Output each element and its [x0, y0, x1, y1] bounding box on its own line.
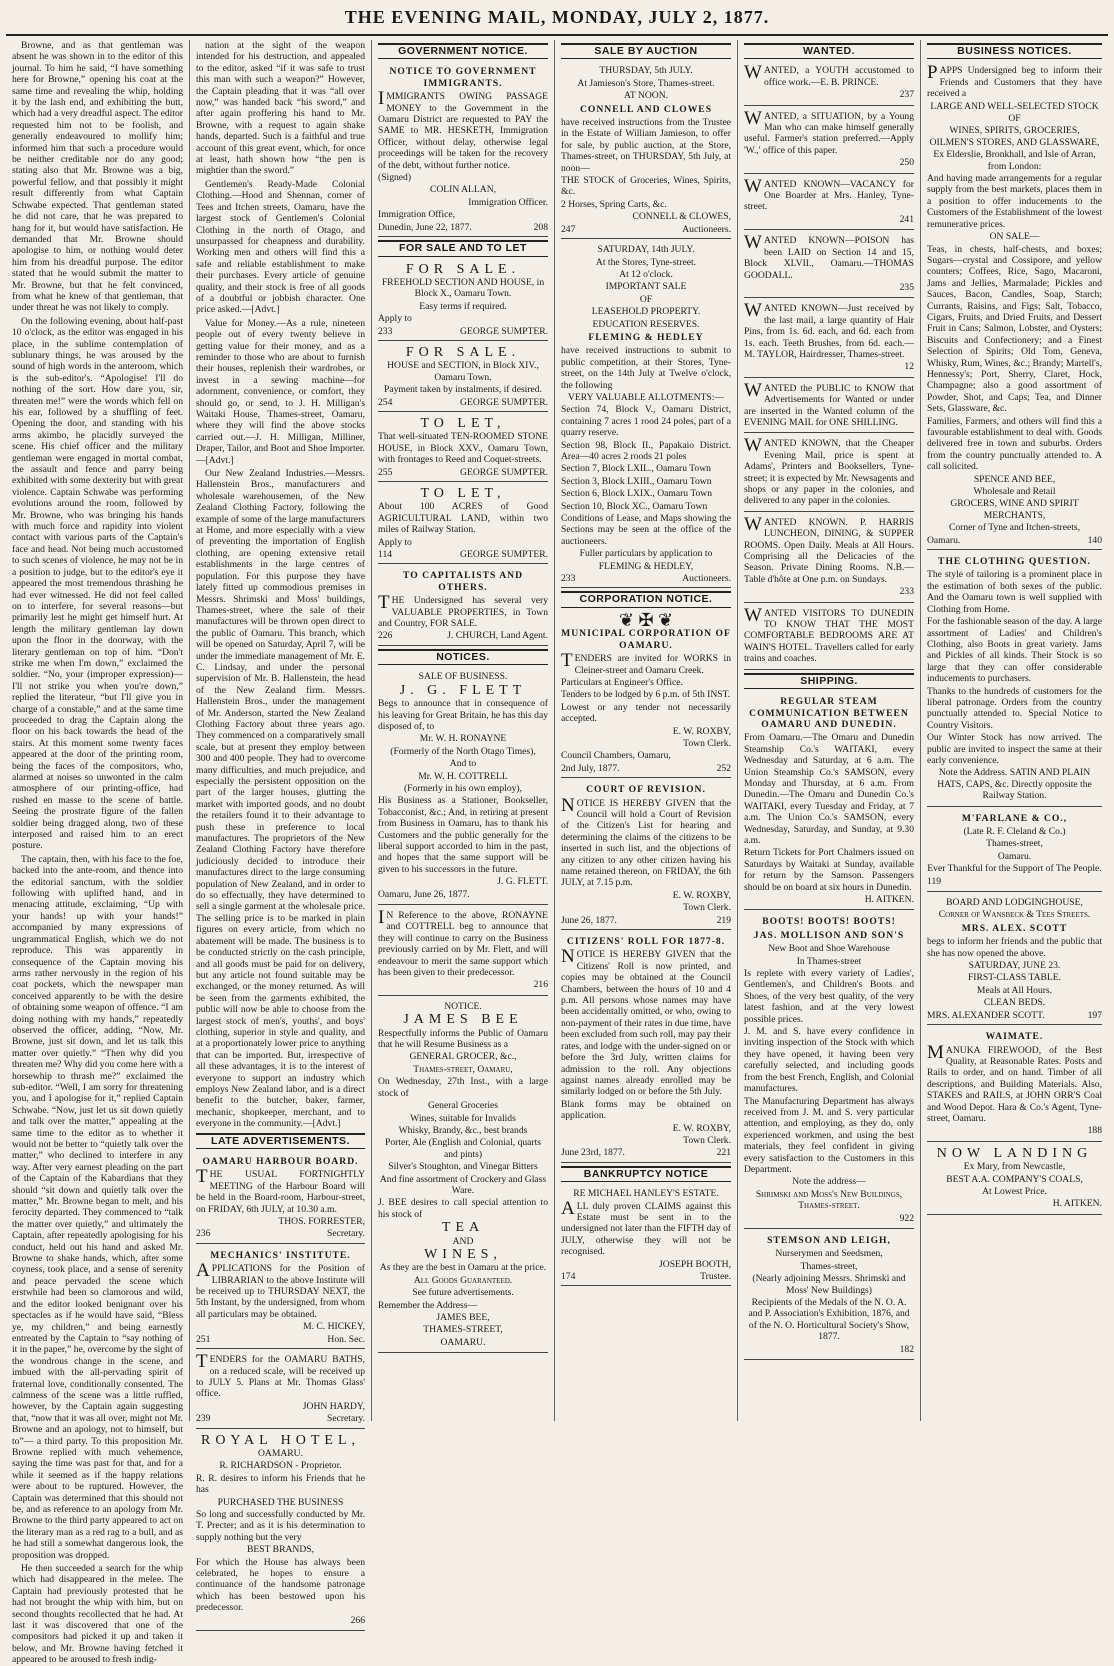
ad-title: MECHANICS' INSTITUTE. — [210, 1249, 351, 1261]
ad-body: On Wednesday, 27th Inst., with a large stock of — [378, 1076, 548, 1099]
ad-body: Teas, in chests, half-chests, and boxes; Sugars—crystal and Cossipore, and yellow counters; Coffees, Rice, Sago, Macaroni, Jams and Jellies, Marmalade; Pickles and Sauces, Bacon, Candles, Soap, Starch; Currants, Raisins, and Figs; Salt, Tobacco, Cigars, Fruits, and Dried Fruits, and Dessert Fruit in Cans; Salmon, Lobster, and Oysters; Biscuits and Confectionery; and a Finest Selection of Spirits; Old Tom, Geneva, Whisky, Rum, Wines, &c.; Brandy; Martell's, Hennessy's; Port, Sherry, Claret, Hock, Champagne; also a good assortment of Powder, Shot, and Caps; Tea, and Dinner Sets, Glassware, &c. — [927, 243, 1102, 415]
article-paragraph: The captain, then, with his face to the foe, backed into the ante-room, and thence into the editorial sanctum, with the soldier following with uplifted hand, and in menacing attitude, exclaiming, “Up with your hands! up with your hands!” accompanied by many expressions of ungrammatical English, which we do not reproduce. This was apparently in consequence of the Captain moving his arms rather nervously in the region of his coat pockets, which the newspaper man conceived apparently to be with the desire of obtaining some weapon of offence. “I am doing nothing with my hands,” repeatedly observed the officer, adding, “Now, Mr. Browne, just sit down, and let us talk this matter over quietly.” “Then why did you threaten me? Why did you come here with a horsewhip to thrash me?” exclaimed the sub-editor. “Well, I am sorry for threatening you, and I apologise for it,” replied Captain Schwabe. “Now, just let us sit down quietly and talk over the matter,” appealing at the same time to the editor as to whether it would not be better to “quietly talk over the matter,” who declined to interfere in any way. After very earnest pleading on the part of the Captain of the Kabardians that they should “sit down and quietly talk over the matter,” Mr. Browne began to melt, and his ferocity departed. They commenced to “talk the matter over quietly,” and ultimately the Captain, after repeatedly apologising for his conduct, held out his hand and asked Mr. Browne to shake hands, which, after some coyness, took place, and a sense of serenity and peace pervaded the scene which erstwhile had been so clamorous and wild, and the editor looked benignant over his spectacles as if he would have said, “Bless ye, my children,” and being earnestly entreated by the Captain to “say nothing of it in the paper,” he, overcome by the sight of the wondrous change in the scene, and imbued with the all-pervading spirit of fraternal love, conditionally consented. The calmness of the scene was a little ruffled, however, by the Captain again suggesting that, “now that it was all over, might not Mr. Browne and an apology, not to himself, but to”— a third party. To this proposition Mr. Browne replied with much vehemence, saying the time was past for that, and for a while it seemed as if the happy relations were about to be ruptured. However, the Captain was determined that this should not be, and as reference to an apology from Mr. Browne to the third party appeared to act on the literary man as a red rag to a bull, and as he had still a somewhat dangerous look, the proposition was dropped. — [12, 853, 183, 1561]
ad-body: Lowest or any tender not necessarily accepted. — [561, 701, 731, 725]
section-header: BANKRUPTCY NOTICE — [561, 1166, 731, 1182]
ad-signature: CONNELL & CLOWES, — [632, 211, 731, 223]
ad-body: PAPPS Undersigned beg to inform their Friends and Customers that they have received a — [927, 62, 1102, 100]
column-2 — [190, 40, 372, 1626]
ad-number: 182 — [899, 1343, 914, 1355]
ad-town: Oamaru. — [927, 534, 961, 546]
ad-number: 251 — [196, 1333, 211, 1345]
ad-sub: (Late R. F. Cleland & Co.) — [963, 826, 1066, 837]
to-let-ad — [378, 414, 548, 482]
ad-title: NOTICE. — [444, 1000, 482, 1012]
ad-signature: E. W. ROXBY, — [672, 1122, 731, 1134]
section-header: FOR SALE AND TO LET — [378, 240, 548, 256]
ad-date: June 23rd, 1877. — [561, 1147, 625, 1159]
ad-title: CITIZENS' ROLL FOR 1877-8. — [566, 936, 726, 948]
wanted-ad — [744, 380, 914, 434]
waimate-ad — [927, 1027, 1102, 1142]
ad-date: THURSDAY, 5th JULY. — [599, 65, 693, 77]
ad-role: Secretary. — [327, 1413, 365, 1425]
section-header: BUSINESS NOTICES. — [927, 43, 1102, 59]
mfarlane-ad — [927, 809, 1102, 892]
section-header: SALE BY AUCTION — [561, 43, 731, 59]
local-paragraph: Our New Zealand Industries.—Messrs. Hallenstein Bros., manufacturers and wholesale warehousemen, of the New Zealand Clothing Factory, following the example of some of the large manufacturers at Home, and more especially with a view of preventing the importation of English clothing, are opening extensive retail establishments in the large centres of population. For this purpose they have lately fitted up commodious premises in Messrs. Shrimski and Moss' buildings, Thames-street, where the sale of their manufactures will be thrown open direct to the public of Oamaru. This branch, which will be opened on Saturday, April 7, will be under the immediate management of Mr. E. C. Lindsay, and under the personal supervision of Mr. B. Hallenstein, the head of the New Zealand firm. Messrs. Hallenstein Bros., under the management of Mr. Anderson, started the New Zealand Clothing Factory about three years ago. They commenced on a comparatively small scale, but at present they employ between 300 and 400 people. They had to overcome many difficulties, and much prejudice, and especially the persistent opposition on the part of the larger houses, glutting the market with imported goods, and no doubt the retailers found it to their advantage to push these in preference to local manufactures. The proprietors of the New Zealand Clothing Factory have therefore judiciously decided to introduce their manufactures direct to the large consuming population of New Zealand, and in order to do so effectually, they have determined to sell a single garment at the wholesale price. The selling price is to be marked in plain figures on every article, from which no abatement will be made. The business is to be conducted strictly on the cash principle, and all goods must be paid for on delivery, but any article not found suitable may be exchanged, or the money returned. As will be seen from the garments exhibited, the public will now be able to choose from the largest stock of men's, youths', and boys' clothing, superior in style and quality, and at a proportionately lower price to anything that can be imported. But, irrespective of all these advantages, it is to the interest of everyone to support an industry which employs New Zealand labor, and is a direct benefit to the butcher, baker, farmer, mechanic, shopkeeper, merchant, and to everyone in the community.—[Advt.] — [196, 468, 365, 1130]
ad-item: Section 10, Block XC., Oamaru Town — [561, 500, 708, 512]
ad-big-title: FLEMING & HEDLEY — [588, 331, 704, 343]
ad-big-title: JAMES BEE — [403, 1012, 523, 1028]
ad-signed: (Signed) — [378, 172, 412, 184]
ad-role: Immigration Officer. — [468, 196, 548, 208]
ad-title: RE MICHAEL HANLEY'S ESTATE. — [573, 1188, 719, 1200]
ad-note: Note the address— — [792, 1176, 866, 1188]
ad-item: Whisky, Brandy, &c., best brands — [398, 1124, 528, 1136]
ad-body: Respectfully informs the Public of Oamaru that he will Resume Business as a — [378, 1027, 548, 1051]
ad-number: 216 — [533, 979, 548, 991]
ad-number: 235 — [899, 281, 914, 293]
james-bee-notice — [378, 998, 548, 1353]
ad-big-title: MRS. ALEX. SCOTT — [961, 922, 1068, 934]
ad-body: Fuller particulars by application to — [579, 548, 713, 560]
ad-date: June 26, 1877. — [561, 914, 617, 926]
ad-body: NOTICE IS HEREBY GIVEN that the Council will hold a Court of Revision of the Citizen's List for hearing and determining the claims of the citizens to be inserted in such list, and the objections of any citizen to any other citizen having his name retained thereon, on FRIDAY, the 6th JULY, at 7.15 p.m. — [561, 794, 731, 889]
ad-big-title: TO LET, — [420, 415, 506, 431]
coal-landing-ad — [927, 1144, 1102, 1215]
ad-town: OAMARU. — [440, 1336, 486, 1348]
ad-place: Thames-street, — [986, 838, 1043, 850]
ad-body: IMMIGRANTS OWING PASSAGE MONEY to the Government in the Oamaru District are requested to PAY the SAME to MR. HESKETH, Immigration Officer, without delay, otherwise legal proceedings will be taken for the recovery of the debt, without further notice. — [378, 88, 548, 171]
ad-body: The style of tailoring is a prominent place in the estimation of both sexes of the public. And the Oamaru town is well supplied with Clothing from Home. — [927, 569, 1102, 615]
ad-trade: GROCERS, WINE AND SPIRIT MERCHANTS, — [950, 498, 1079, 521]
coat-of-arms-icon: ❦ ✠ ❦ — [618, 609, 674, 630]
ad-and: And to — [449, 758, 477, 770]
ad-emphasis: BEST BRANDS, — [247, 1544, 314, 1556]
section-header: NOTICES. — [378, 649, 548, 665]
ad-body: Blank forms may be obtained on application. — [561, 1098, 731, 1122]
ad-heading: OF — [639, 293, 653, 305]
auction-ad — [561, 241, 731, 588]
ad-heading: IMPORTANT SALE — [605, 281, 687, 293]
ad-signature: H. AITKEN. — [1052, 1198, 1102, 1210]
wanted-ad — [744, 232, 914, 298]
to-let-ad — [378, 484, 548, 564]
ad-of: OF — [1008, 113, 1021, 125]
flett-notice — [378, 668, 548, 905]
ad-number: 12 — [904, 361, 914, 373]
ad-title: THE CLOTHING QUESTION. — [938, 556, 1091, 568]
ad-number: 247 — [561, 223, 576, 235]
wanted-ad — [744, 300, 914, 377]
ad-body: As they are the best in Oamaru at the price. — [379, 1262, 547, 1274]
ad-date: 2nd July, 1877. — [561, 762, 620, 774]
article-paragraph: He then succeeded a search for the whip which had disappeared in the melee. The Captain had previously protested that he had not brought the whip with him, but on second thoughts recollected that he had. At last it was discovered that one of the compositors had picked it up and taken it below, and Mr. Browne having fetched it appeared to be aroused to fresh indig- — [12, 1563, 183, 1666]
ad-number: 266 — [350, 1614, 365, 1626]
ad-body: Begs to announce that in consequence of his leaving for Great Britain, he has this day disposed of, to — [378, 698, 548, 732]
wanted-ad — [744, 605, 914, 670]
ad-signature: GEORGE SUMPTER. — [460, 396, 548, 408]
ad-signature: COLIN ALLAN, — [429, 184, 497, 196]
ad-body: have received instructions from the Trustee in the Estate of William Jamieson, to offer for sale, by public auction, at the Store, Thames-street, on THURSDAY, 5th July, at noon— — [561, 117, 731, 174]
ad-title: REGULAR STEAM COMMUNICATION BETWEEN OAMARU AND DUNEDIN. — [749, 696, 909, 730]
ad-title: WAIMATE. — [985, 1031, 1044, 1043]
ad-big-title: M'FARLANE & CO., — [961, 812, 1068, 824]
ad-signature: JAMES BEE, — [436, 1312, 490, 1323]
ronayne-notice — [378, 907, 548, 996]
ad-apply: Apply to — [378, 536, 412, 548]
ad-body: WANTED KNOWN, that the Cheaper Evening Mail, price is spent at Adams', Printers and Booksellers, Tyne-street; it is expected by Mr. Newsagents and shops or any paper in the colonies, and delivered to any paper in the colonies. — [744, 435, 914, 507]
ad-price: At Lowest Price. — [982, 1185, 1047, 1197]
bankruptcy-notice — [561, 1185, 731, 1286]
sale-ad — [378, 260, 548, 341]
ad-signature: JOHN HARDY, — [302, 1400, 365, 1412]
ad-time: At 12 o'clock. — [619, 268, 673, 280]
boots-ad — [744, 912, 914, 1229]
ad-date: Oamaru, June 26, 1877. — [378, 888, 470, 900]
ad-place: At the Stores, Tyne-street. — [595, 256, 697, 268]
ad-body: MANUKA FIREWOOD, of the Best Quality, at Reasonable Rates. Posts and Rails to order, and on hand. Timber of all descriptions, and Building Materials. Also, STAKES and RAILS, at JOHN ORR'S Coal and Wood Depot. Hara & Co.'s Agent, Tyne-street, Oamaru. — [927, 1041, 1102, 1124]
ad-time: AT NOON. — [623, 90, 669, 102]
ad-number: 119 — [927, 875, 942, 887]
ad-sub: Corner of Wansbeck & Tees Streets. — [938, 909, 1091, 921]
ad-beds: CLEAN BEDS. — [983, 997, 1046, 1009]
ad-role: Town Clerk. — [683, 1134, 731, 1146]
wanted-ad — [744, 176, 914, 231]
ad-body: WANTED KNOWN—VACANCY for One Boarder at Mrs. Hanley, Tyne-street. — [744, 175, 914, 213]
stemson-leigh-ad — [744, 1231, 914, 1360]
ad-number: 140 — [1087, 534, 1102, 546]
ad-big-title: WINES, — [424, 1246, 502, 1262]
ad-body: ALL duly proven CLAIMS against this Estate must be sent in to the undersigned not later than the FIFTH day of JULY, otherwise they will not be recognised. — [561, 1197, 731, 1258]
ad-address: Corner of Tyne and Itchen-streets, — [948, 522, 1081, 534]
ad-future: See future advertisements. — [412, 1287, 514, 1299]
ad-number: 208 — [533, 221, 548, 233]
ad-body: THE USUAL FORTNIGHTLY MEETING of the Harbour Board will be held in the Board-room, Harbour-street, on FRIDAY, 6th JULY, at 10.30 a.m. — [196, 1166, 365, 1215]
clothing-question-ad — [927, 552, 1102, 807]
ad-number: 922 — [899, 1212, 914, 1224]
ad-role: Hon. Sec. — [327, 1333, 365, 1345]
ad-body: Thanks to the hundreds of customers for the liberal patronage. Orders from the country punctually attended to. Special Notice to Country Visitors. — [927, 685, 1102, 731]
ad-number: 233 — [899, 586, 914, 598]
ad-item: And fine assortment of Crockery and Glass Ware. — [379, 1173, 547, 1196]
ad-role: Secretary. — [327, 1228, 365, 1240]
ad-proprietor: R. RICHARDSON - Proprietor. — [219, 1460, 342, 1472]
ad-body: WANTED the PUBLIC to KNOW that Advertisements for Wanted or under are inserted in the Wanted column of the EVENING MAIL for ONE SHILLING. — [744, 379, 914, 428]
steam-communication-ad — [744, 692, 914, 910]
ad-big-title: FOR SALE. — [405, 344, 521, 360]
baths-tender-ad — [196, 1351, 365, 1428]
ad-body: So long and successfully conducted by Mr. T. Precter; and as it is his determination to supply nothing but the very — [196, 1508, 365, 1543]
ad-extra: Easy terms if required. — [419, 300, 507, 312]
ad-title: TO CAPITALISTS AND OTHERS. — [402, 570, 523, 593]
ad-body: WANTED KNOWN—POISON has been LAID on Section 14 and 15, Block XLVII., Oamaru.—THOMAS GOODALL. — [744, 232, 914, 281]
ad-body: That well-situated TEN-ROOMED STONE HOUSE, in Block XXV., Oamaru Town, with frontages to Reed and Coquet-streets. — [378, 431, 548, 466]
ad-list: WINES, SPIRITS, GROCERIES, OILMEN'S STORES, AND GLASSWARE, — [929, 125, 1100, 148]
section-header: SHIPPING. — [744, 673, 914, 689]
ad-sub: Nurserymen and Seedsmen, — [775, 1248, 883, 1260]
ad-item: Section 74, Block V., Oamaru District, containing 7 acres 1 rood 24 poles, part of a quarry reserve. — [561, 404, 731, 439]
ad-big-title: JAS. MOLLISON AND SON'S — [753, 929, 905, 941]
ad-body: NOTICE IS HEREBY GIVEN that the Citizens' Roll is now printed, and copies may be obtained at the Council Chambers, between the hours of 10 and 4 p.m. All persons whose names may have been accidentally omitted, or who, owing to non-payment of their rates in due time, have been excluded from such roll, may pay their rates, and lodge with the under-signed on or before the 3rd July, written claims for admission to the roll. Any objections against names already enrolled may be similarly lodged on or before the 5th July. — [561, 946, 731, 1098]
ad-body: Note the Address. SATIN AND PLAIN HATS, CAPS, &c. Directly opposite the Railway Station. — [937, 767, 1092, 802]
ad-number: 226 — [378, 630, 393, 642]
ad-body: Our Winter Stock has now arrived. The public are invited to inspect the same at their early convenience. — [927, 732, 1102, 766]
newspaper-title: THE EVENING MAIL, MONDAY, JULY 2, 1877. — [344, 6, 770, 27]
ad-big-title: ROYAL HOTEL, — [200, 1432, 361, 1448]
ad-from: Ex Elderslie, Bronkhall, and Isle of Arran, from London: — [933, 149, 1096, 172]
ad-big-title: NOW LANDING — [936, 1145, 1093, 1161]
ad-body: TENDERS for the OAMARU BATHS, on a reduced scale, will be received up to JULY 5. Plans at Mr. Thomas Glass' office. — [196, 1351, 365, 1400]
ad-item: THE STOCK of Groceries, Wines, Spirits, &c. — [561, 175, 731, 198]
boarding-house-ad — [927, 894, 1102, 1025]
ad-remember: Remember the Address— — [378, 1299, 478, 1311]
columns — [6, 40, 1108, 1666]
ad-body: APPLICATIONS for the Position of LIBRARIAN to the above Institute will be received up to THURSDAY NEXT, the 5th Instant, by the undersigned, from whom all particulars may be obtained. — [196, 1260, 365, 1320]
ad-signature: J. CHURCH, Land Agent. — [447, 630, 548, 642]
ad-big-title: FOR SALE. — [405, 261, 521, 277]
local-paragraph: Value for Money.—As a rule, nineteen people out of every twenty believe in getting value for their money, and as a reminder to those who are about to furnish their houses, replenish their wardrobes, or invest in a sewing machine—for adornment, convenience, or comfort, they should go, or send, to J. H. Milligan's Waitaki House, Thames-street, Oamaru, where they will find the above stocks carried out.—J. H. Milligan, Milliner, Draper, Tailor, and Boot and Shoe Importer.—[Advt.] — [196, 317, 365, 466]
ad-heading: VERY VALUABLE ALLOTMENTS:— — [568, 391, 724, 403]
ad-emphasis: PURCHASED THE BUSINESS — [217, 1496, 344, 1508]
ad-sub: New Boot and Shoe Warehouse — [768, 943, 890, 955]
royal-hotel-ad — [196, 1431, 365, 1632]
ad-big-title: TEA — [441, 1220, 485, 1236]
section-header: GOVERNMENT NOTICE. — [378, 43, 548, 59]
ad-signature: H. AITKEN. — [864, 894, 914, 905]
ad-heading: LEASEHOLD PROPERTY. — [591, 306, 701, 318]
ad-and: AND — [452, 1235, 474, 1247]
ad-role: Town Clerk. — [683, 902, 731, 914]
article-paragraph: Browne, and as that gentleman was absent he was shown in to the editor of this journal. To him he said, “I have something here for Browne,” opening his coat at the same time and revealing the whip, holding it by the lash end, and exhibiting the butt, which had a very dreadful aspect. The editor requested him not to be foolish, and generally endeavoured to mollify him; informed him that such a procedure would be neither creditable nor do any good; stating also that Mr. Browne was a big, powerful fellow, and that possibly it might result differently from what Captain Schwabe expected. That gentleman stated he did not care, that he was prepared to hang for it, but would have satisfaction. He demanded that Mr. Browne should apologise to him, or nothing would deter him from his dreadful purpose. The editor stated that he would submit the matter to Mr. Browne, but that he felt convinced, from what he knew of that gentleman, that under threat he was not likely to comply. — [12, 40, 183, 314]
article-paragraph: On the following evening, about half-past 10 o'clock, as the editor was engaged in his place, in the sublime contemplation of sublunary things, he was aroused by the sound of high words in the anteroom, which is the sub-editor's. “Apologise! I'll do nothing of the sort. How dare you, sir, threaten me!” were the words which fell on his ear, followed by a shuffling of feet. Opening the door, and standing with his arms akimbo, he placidly surveyed the scene. His chief officer and the military gentleman were engaged in mortal combat, the assault and fence and parry being exhibited with some dexterity but with great violence. Captain Schwabe was performing evolutions around the room, followed by Mr. Browne, who was bringing his hands with much force and rapidity into violent contact with various parts of the Captain's face and head. Not being much accustomed to such scenes of violence, he may not be in a position to judge, but to the editor's eye it appeared the most tremendous thrashing he had ever witnessed. He did not feel called on to interfere, for several reasons—but primarily lest he might get himself hurt. At length the military gentleman lay down upon the floor in the doorway, with the literary gentleman on top of him. “Don't strike me when I'm down,” exclaimed the soldier. “No, your (improper expression)—I'll not strike you when you're down,” replied the literateur, “but I'll give you in charge of a constable,” and at the same time proceeded to drag the Captain along the floor on his back towards the head of the stairs. At this moment some twenty faces appeared at the door of the printing room, being the faces of the compositors, who, alarmed at noises so unwonted in the calm atmosphere of our printing-office, had rushed en masse to the scene of battle. Seeing the prostrate figure of the fallen soldier being dragged along, two of these interposed and raised him to an erect posture. — [12, 315, 183, 852]
ad-big-title: CONNELL AND CLOWES — [579, 103, 713, 115]
ad-street: Thames-street, — [800, 1260, 858, 1272]
ad-body: WANTED KNOWN—Just received by the last mail, a large quantity of Hair Pins, from 1s. 6d. each, and 6d. each from 1s. each. Teeth Brushes, from 6d. each.—M. TAYLOR, Hairdresser, Thames-street. — [744, 300, 914, 360]
wanted-ad — [744, 514, 914, 603]
government-notice — [378, 62, 548, 237]
ad-number: 255 — [378, 466, 393, 478]
ad-guarantee: All Goods Guaranteed. — [413, 1274, 513, 1286]
ad-item: Wines, suitable for Invalids — [410, 1112, 516, 1124]
ad-body: For which the House has always been celebrated, he hopes to ensure a continuance of the handsome patronage which has been bestowed upon his predecessor. — [196, 1556, 365, 1614]
ad-number: 233 — [561, 573, 576, 585]
ad-body: For the fashionable season of the day. A large assortment of Ladies' and Children's Clothing, also Boots in great variety. Jams and Pickles of all kinds. Their Stock is so large that they can offer considerable inducements to purchasers. — [927, 616, 1102, 685]
ad-body: R. R. desires to inform his Friends that he has — [196, 1472, 365, 1496]
ad-body: Return Tickets for Port Chalmers issued on Saturdays by Waitaki at Sunday, available for return by the Samson. Passengers should be on board at six hours in Dunedin. — [744, 847, 914, 893]
wanted-ad — [744, 62, 914, 105]
sale-ad — [378, 343, 548, 412]
ad-body: WANTED KNOWN. P. HARRIS LUNCHEON, DINING, & SUPPER ROOMS. Open Daily. Meals at All Hours. Comprising all the Delicacies of the Season. Private Dining Rooms. N.B.—Table d'hôte at One p.m. on Sundays. — [744, 513, 914, 585]
ad-place: OAMARU. — [257, 1447, 304, 1459]
ad-item: Porter, Ale (English and Colonial, quarts and pints) — [384, 1137, 542, 1160]
ad-table: FIRST-CLASS TABLE. — [967, 972, 1062, 984]
harbour-board-ad — [196, 1152, 365, 1244]
ad-item: Section 98, Block II., Papakaio District. Area—40 acres 2 roods 21 poles — [561, 439, 731, 462]
ad-from: Ex Mary, from Newcastle, — [963, 1161, 1066, 1173]
ad-signature: FLEMING & HEDLEY, — [598, 560, 694, 572]
section-header: LATE ADVERTISEMENTS. — [196, 1133, 365, 1149]
ad-number: 236 — [196, 1228, 211, 1240]
ad-body: begs to inform her friends and the public that she has now opened the above. — [927, 936, 1102, 959]
ad-sub: Wholesale and Retail — [973, 486, 1056, 498]
ad-role: Auctioneers. — [682, 573, 731, 585]
ad-item: General Groceries — [427, 1100, 499, 1112]
spence-bee-ad — [927, 62, 1102, 550]
ad-body: His Business as a Stationer, Bookseller, Tobacconist, &c.; And, in retiring at present from Business in Oamaru, has to thank his Customers and the public generally for the liberal support accorded to him in the past, and hopes that the same support will be given to his successors in the future. — [378, 795, 548, 875]
ad-big-title: LARGE AND WELL-SELECTED STOCK — [930, 100, 1099, 112]
ad-place: At Jamieson's Store, Thames-street. — [577, 77, 715, 89]
ad-body: Recipients of the Medals of the N. O. A. and P. Association's Exhibition, 1876, and of the N. O. Horticultural Society's Show, 1877. — [748, 1297, 910, 1343]
wanted-ad — [744, 108, 914, 174]
ad-body: WANTED VISITORS TO DUNEDIN TO KNOW THAT THE MOST COMFORTABLE BEDROOMS ARE AT WAIN'S HOTEL. Travellers called for early trains and coaches. — [744, 604, 914, 665]
section-header: CORPORATION NOTICE. — [561, 591, 731, 607]
ad-person-note: (Formerly in his own employ), — [403, 782, 523, 794]
ad-address: Shrimski and Moss's New Buildings, Thames-street. — [755, 1188, 903, 1212]
ad-meals: Meals at All Hours. — [976, 984, 1053, 996]
ad-body: HOUSE and SECTION, in Block XIV., Oamaru Town. — [387, 360, 539, 383]
corporation-notice — [561, 611, 731, 778]
ad-body: (Nearly adjoining Messrs. Shrimski and Moss' New Buildings) — [752, 1273, 906, 1296]
ad-number: 219 — [716, 914, 731, 926]
ad-body: WANTED, a SITUATION, by a Young Man who can make himself generally useful. Farmer's station preferred.—Apply 'W.,' office of this paper. — [744, 107, 914, 156]
ad-item: Section 3, Block LXIII., Oamaru Town — [561, 475, 712, 487]
ad-number: 237 — [899, 89, 914, 101]
column-3 — [372, 40, 555, 1421]
ad-person: Mr. W. H. RONAYNE — [419, 733, 507, 745]
ad-role: Trustee. — [700, 1271, 731, 1282]
ad-body: IN Reference to the above, RONAYNE and COTTRELL beg to announce that they will continue to carry on the Business previously carried on by Mr. Flett, and will endeavour to merit the same support which has been given to their predecessor. — [378, 907, 548, 979]
ad-number: 254 — [378, 396, 393, 408]
ad-item: Silver's Stoughton, and Vinegar Bitters — [388, 1161, 538, 1173]
ad-heading: EDUCATION RESERVES. — [592, 318, 700, 330]
column-4 — [555, 40, 738, 1421]
ad-item: Section 7, Block LXIL., Oamaru Town — [561, 463, 711, 475]
ad-body: THE Undersigned has several very VALUABLE PROPERTIES, in Town and Country, FOR SALE. — [378, 592, 548, 630]
ad-onsale: ON SALE— — [989, 231, 1040, 243]
ad-person: Mr. W. H. COTTRELL — [418, 770, 508, 782]
ad-body: The Manufacturing Department has always received from J. M. and S. very particular attention, and employing, as they do, only experienced workmen, and using the best materials, they feel confident in giving every satisfaction to the Customers in this Department. — [744, 1095, 914, 1175]
ad-coal: BEST A.A. COMPANY'S COALS, — [946, 1173, 1083, 1185]
wanted-ad — [744, 435, 914, 511]
ad-signature: E. W. ROXBY, — [672, 889, 731, 901]
ad-number: 221 — [716, 1147, 731, 1159]
ad-number: 239 — [196, 1413, 211, 1425]
ad-signature: GEORGE SUMPTER. — [460, 549, 548, 561]
ad-body: Families, Farmers, and others will find this a favourable establishment to deal with. Goods delivered free in town and suburbs. Orders from the country punctually attended to. A call solicited. — [927, 415, 1102, 473]
ad-date: SATURDAY, 14th JULY. — [597, 244, 695, 256]
ad-title: COURT OF REVISION. — [586, 784, 706, 796]
citizens-roll-notice — [561, 932, 731, 1163]
ad-number: 233 — [378, 325, 393, 337]
ad-title: MUNICIPAL CORPORATION OF OAMARU. — [561, 628, 731, 651]
ad-date: SATURDAY, JUNE 23. — [968, 960, 1061, 972]
ad-role: Auctioneers. — [682, 223, 731, 235]
ad-body: J. BEE desires to call special attention to his stock of — [378, 1197, 548, 1220]
ad-title: SALE OF BUSINESS. — [418, 671, 508, 683]
column-6 — [921, 40, 1108, 1421]
ad-number: 174 — [561, 1271, 576, 1282]
ad-number: 250 — [899, 157, 914, 169]
ad-street: In Thames-street — [796, 955, 862, 967]
ad-body: And having made arrangements for a regular supply from the best markets, places them in a position to offer inducements to the Customers of the Establishment of the lowest remunerative prices. — [927, 173, 1102, 230]
ad-body: About 100 ACRES of Good AGRICULTURAL LAND, within two miles of Railway Station. — [378, 501, 548, 536]
ad-address: Thames-street, Oamaru, — [413, 1063, 513, 1075]
ad-number: 114 — [378, 549, 393, 561]
mechanics-institute-ad — [196, 1246, 365, 1349]
ad-town: Oamaru. — [997, 850, 1032, 862]
ad-title: OAMARU HARBOUR BOARD. — [202, 1156, 359, 1167]
ad-signature: MRS. ALEXANDER SCOTT. — [927, 1009, 1045, 1021]
ad-big-title: STEMSON AND LEIGH, — [767, 1234, 891, 1246]
ad-signature: GEORGE SUMPTER. — [460, 325, 548, 337]
ad-date: Dunedin, June 22, 1877. — [378, 221, 472, 233]
section-header: WANTED. — [744, 43, 914, 59]
ad-title: BOOTS! BOOTS! BOOTS! — [762, 916, 896, 928]
ad-number: 252 — [716, 762, 731, 774]
ad-body: Ever Thankful for the Support of The People. — [927, 863, 1102, 875]
ad-number: 241 — [899, 213, 914, 225]
ad-signature: SPENCE AND BEE, — [973, 473, 1056, 485]
ad-body: Conditions of Lease, and Maps showing the Sections may be seen at the office of the auctioneers. — [561, 513, 731, 547]
column-1 — [6, 40, 190, 1666]
ad-signature: JOSEPH BOOTH, — [659, 1258, 731, 1270]
ad-item: 2 Horses, Spring Carts, &c. — [561, 198, 667, 210]
ad-title: NOTICE TO GOVERNMENT IMMIGRANTS. — [389, 66, 537, 89]
ad-number: 197 — [1087, 1009, 1102, 1021]
ad-body: FREEHOLD SECTION AND HOUSE, in Block X., Oamaru Town. — [381, 276, 545, 300]
auction-ad — [561, 62, 731, 239]
ad-extra: Payment taken by instalments, if desired. — [384, 384, 542, 396]
ad-body: From Oamaru.—The Omaru and Dunedin Steamship Co.'s WAITAKI, every Wednesday and Saturday, at 6 a.m. The Union Steamship Co.'s SAMSON, every Monday and Thursday, at 6 a.m. From Dunedin.—The Omaru and Dunedin Co.'s WAITAKI, every Tuesday and Friday, at 7 a.m. The Union Co.'s SAMSON, every Wednesday, Saturday, and Sunday, at 9.30 a.m. — [744, 732, 914, 846]
ad-body: WANTED, a YOUTH accustomed to office work.—E. B. PRINCE. — [744, 62, 914, 88]
ad-office: Immigration Office, — [378, 209, 456, 221]
masthead — [6, 0, 1108, 36]
ad-person-note: (Formerly of the North Otago Times), — [390, 745, 536, 757]
ad-item: Section 6, Block LXIX., Oamaru Town — [561, 488, 713, 500]
ad-signature: THOS. FORRESTER, — [278, 1216, 365, 1228]
local-paragraph: Gentlemen's Ready-Made Colonial Clothing.—Hood and Shennan, corner of Tees and Itchen streets, Oamaru, have the largest stock of Gentlemen's Colonial Clothing in the north of Otago, and unsurpassed for cheapness and durability. Working men and others will find this a safe and reliable establishment to make their purchases. Every article of genuine quality, and their stock is free of all goods of a doubtful or jobbish character. One price asked.—[Advt.] — [196, 178, 365, 316]
ad-signature: GEORGE SUMPTER. — [460, 466, 548, 478]
capitalists-ad — [378, 566, 548, 645]
ad-trade: GENERAL GROCER, &c., — [409, 1051, 517, 1063]
ad-big-title: J. G. FLETT — [399, 682, 527, 698]
ad-body: J. M. and S. have every confidence in inviting inspection of the Stock with which they have opened, it having been very carefully selected, and including goods from the best French, English, and Colonial manufactures. — [744, 1026, 914, 1095]
ad-body: Particulars at Engineer's Office. — [561, 676, 683, 688]
ad-chambers: Council Chambers, Oamaru, — [561, 750, 671, 762]
ad-signature: J. G. FLETT. — [497, 876, 548, 888]
ad-title: BOARD AND LODGINGHOUSE, — [946, 897, 1083, 909]
article-paragraph: nation at the sight of the weapon intended for his destruction, and appealed to the editor, asked “if it was safe to trust this man with such a weapon?” However, the Captain pleading that it was “all over now,” was handed back “his sword,” and after again proffering his hand to Mr. Browne, with a request to again shake hands, departed. Such is a faithful and true account of this great event, which, for once at least, hath shown how “the pen is mightier than the sword.” — [196, 40, 365, 177]
ad-role: Town Clerk. — [683, 737, 731, 749]
ad-signature: E. W. ROXBY, — [672, 725, 731, 737]
ad-address: THAMES-STREET, — [423, 1324, 503, 1336]
column-5 — [738, 40, 921, 1421]
ad-apply: Apply to — [378, 313, 412, 325]
ad-body: TENDERS are invited for WORKS in Cleiner-street and Oamaru Creek. — [561, 650, 731, 676]
ad-body: Is replete with every variety of Ladies', Gentlemen's, and Children's Boots and Shoes, of the very best quality, of the very latest fashion, and at the very lowest possible prices. — [744, 968, 914, 1025]
ad-body: have received instructions to submit to public competition, at their Stores, Tyne-street, on the 14th July at Twelve o'clock, the following — [561, 345, 731, 391]
ad-signature: M. C. HICKEY, — [303, 1321, 365, 1333]
ad-big-title: TO LET, — [420, 486, 506, 501]
court-of-revision-notice — [561, 780, 731, 930]
ad-body: Tenders to be lodged by 6 p.m. of 5th INST. — [561, 689, 731, 701]
ad-number: 188 — [1087, 1125, 1102, 1137]
